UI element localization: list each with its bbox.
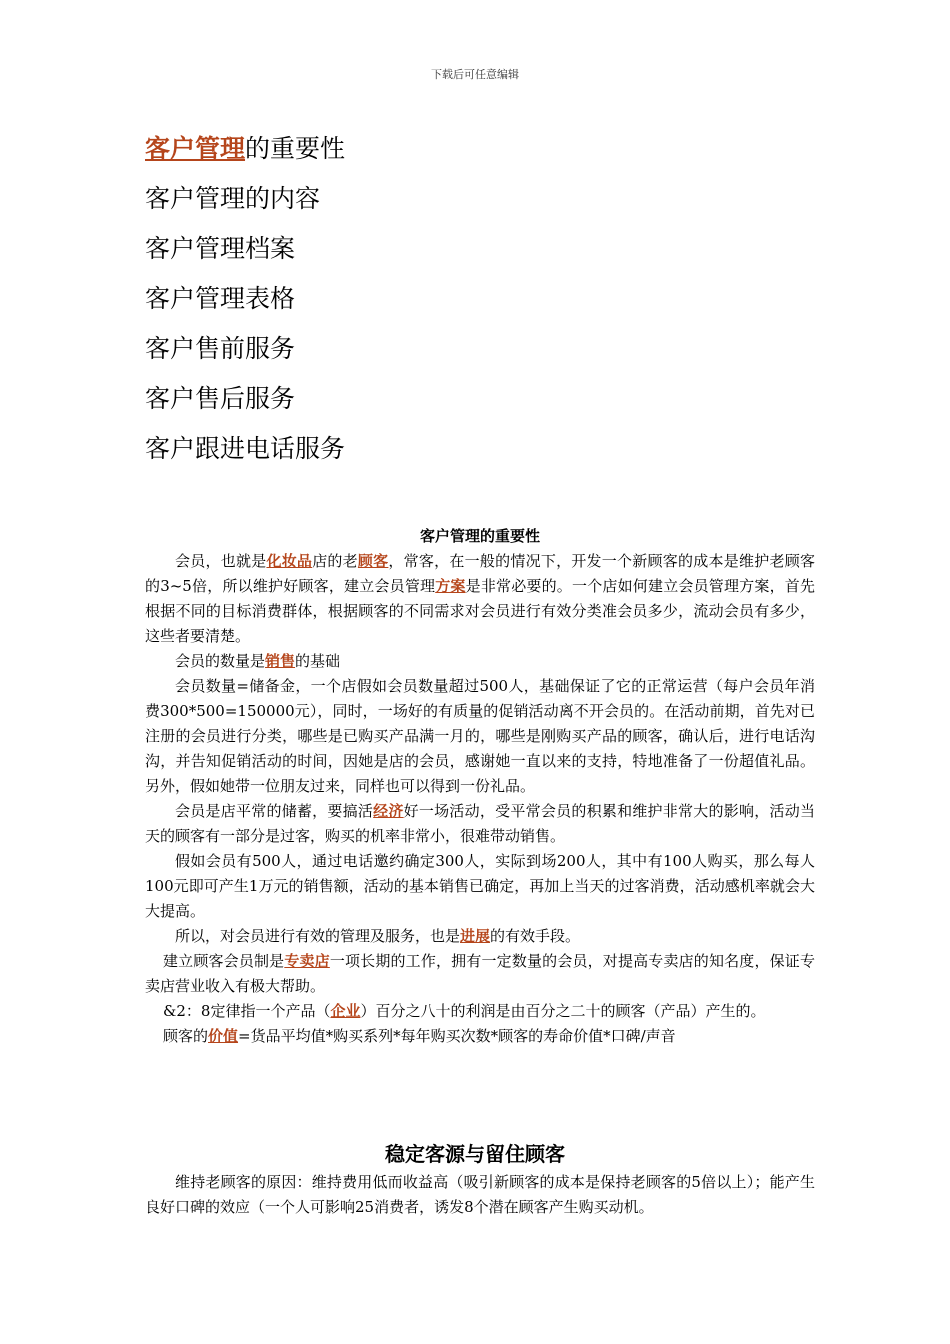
table-of-contents	[145, 130, 345, 480]
section-importance	[145, 524, 815, 1049]
link-sales[interactable]: 销售	[265, 652, 296, 670]
link-progress[interactable]: 进展	[460, 927, 491, 945]
section-title: 客户管理的重要性	[419, 527, 540, 545]
toc-item-aftersale: 客户售后服务	[145, 384, 296, 413]
toc-item-importance: 客户管理的重要性	[145, 134, 346, 163]
link-specialty-store[interactable]: 专卖店	[284, 952, 330, 970]
paragraph-9: 顾客的价值=货品平均值*购买系列*每年购买次数*顾客的寿命价值*口碑/声音	[163, 1027, 676, 1045]
toc-item-content: 客户管理的内容	[145, 184, 321, 213]
link-customer[interactable]: 顾客	[357, 552, 389, 570]
paragraph-2: 会员的数量是销售的基础	[175, 652, 341, 670]
link-economy[interactable]: 经济	[373, 802, 404, 820]
paragraph-5: 假如会员有500人，通过电话邀约确定300人，实际到场200人，其中有100人购买，那么每人100元即可产生1万元的销售额，活动的基本销售已确定，再加上当天的过客消费，活动感机率就会大大提高。	[145, 852, 815, 920]
link-cosmetics[interactable]: 化妆品	[266, 552, 313, 570]
paragraph-3: 会员数量=储备金，一个店假如会员数量超过500人，基础保证了它的正常运营（每户会员年消费300*500=150000元），同时，一场好的有质量的促销活动离不开会员的。在活动前期，首先对已注册的会员进行分类，哪些是已购买产品满一月的，哪些是刚购买产品的顾客，确认后，进行电话沟沟，并告知促销活动的时间，因她是店的会员，感谢她一直以来的支持，特地准备了一份超值礼品。另外，假如她带一位朋友过来，同样也可以得到一份礼品。	[145, 677, 815, 795]
paragraph-7: 建立顾客会员制是专卖店一项长期的工作，拥有一定数量的会员，对提高专卖店的知名度，保证专卖店营业收入有极大帮助。	[145, 952, 815, 995]
link-value[interactable]: 价值	[208, 1027, 239, 1045]
section-2-title: 稳定客源与留住顾客	[385, 1142, 565, 1166]
page-header: 下载后可任意编辑	[431, 68, 519, 81]
link-enterprise[interactable]: 企业	[330, 1002, 361, 1020]
paragraph-6: 所以，对会员进行有效的管理及服务，也是进展的有效手段。	[175, 927, 581, 945]
toc-item-forms: 客户管理表格	[145, 284, 296, 313]
toc-item-archive: 客户管理档案	[145, 234, 296, 263]
paragraph-8: &2：8定律指一个产品（企业）百分之八十的利润是由百分之二十的顾客（产品）产生的。	[163, 1002, 766, 1020]
toc-item-presale: 客户售前服务	[145, 334, 296, 363]
section-retention	[145, 1170, 815, 1220]
paragraph-retention: 维持老顾客的原因：维持费用低而收益高（吸引新顾客的成本是保持老顾客的5倍以上）；能产生良好口碑的效应（一个人可影响25消费者，诱发8个潜在顾客产生购买动机。	[145, 1173, 815, 1216]
paragraph-1: 会员，也就是化妆品店的老顾客，常客，在一般的情况下，开发一个新顾客的成本是维护老顾客的3~5倍，所以维护好顾客，建立会员管理方案是非常必要的。一个店如何建立会员管理方案，首先根据不同的目标消费群体，根据顾客的不同需求对会员进行有效分类准会员多少，流动会员有多少，这些者要清楚。	[145, 552, 815, 645]
paragraph-4: 会员是店平常的储蓄，要搞活经济好一场活动，受平常会员的积累和维护非常大的影响，活动当天的顾客有一部分是过客，购买的机率非常小，很难带动销售。	[145, 802, 815, 845]
toc-item-phone-followup: 客户跟进电话服务	[145, 434, 346, 463]
link-plan[interactable]: 方案	[435, 577, 466, 595]
toc-link-customer-management[interactable]: 客户管理	[145, 134, 246, 163]
